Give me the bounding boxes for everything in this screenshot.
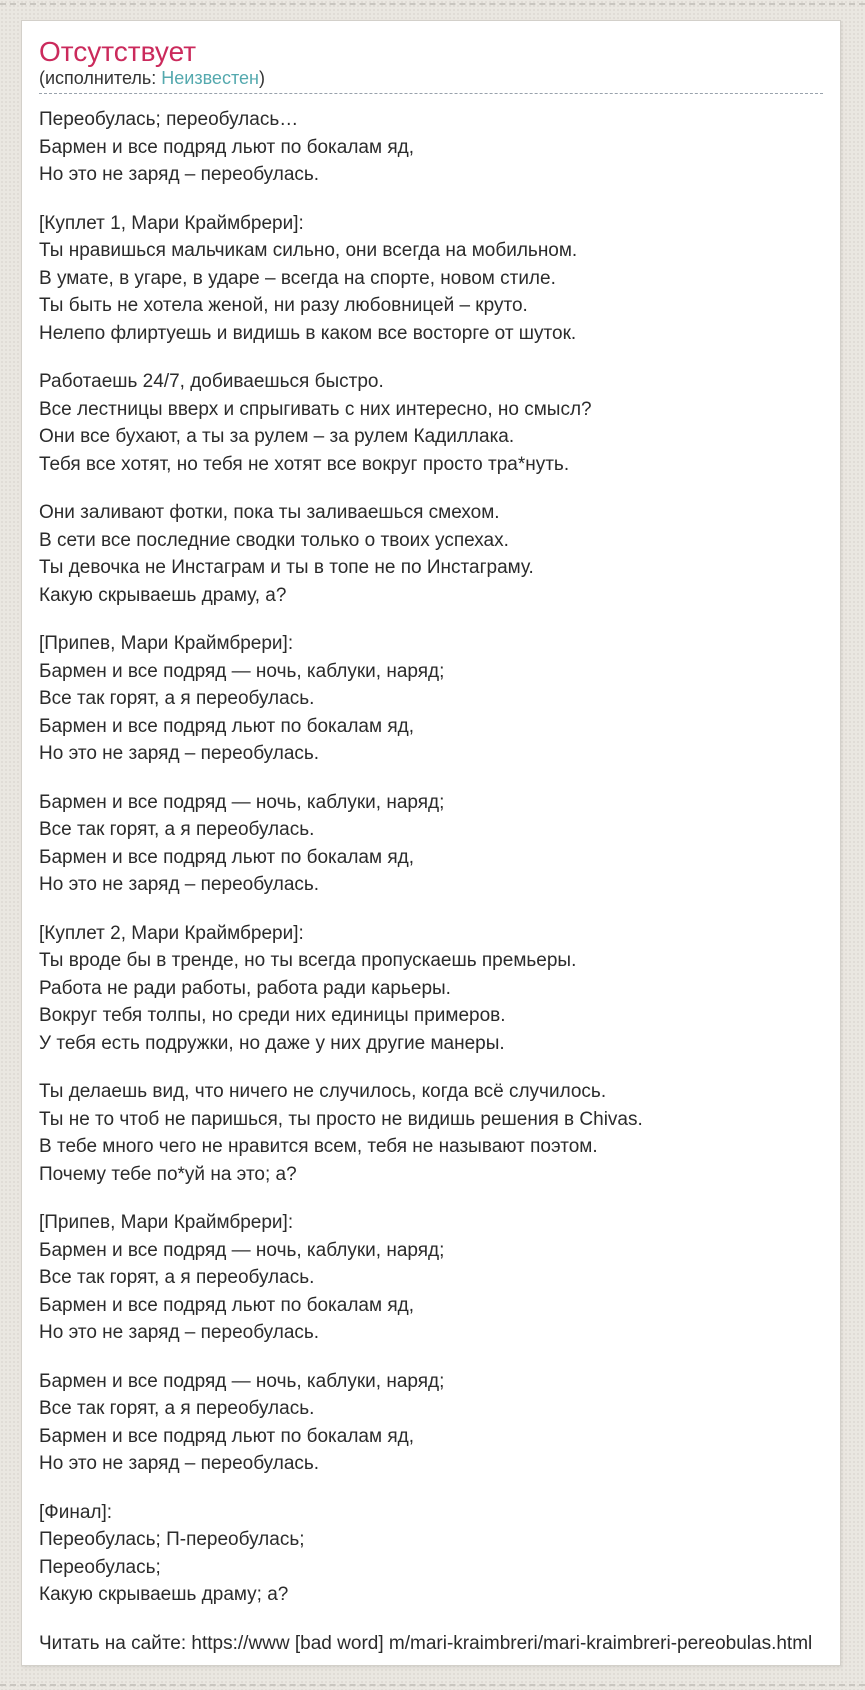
lyric-line: Бармен и все подряд — ночь, каблуки, наряд; (39, 660, 445, 682)
lyric-line: В сети все последние сводки только о твоих успехах. (39, 529, 509, 551)
lyric-line: Ты не то чтоб не паришься, ты просто не видишь решения в Chivas. (39, 1108, 643, 1130)
lyric-line: Ты нравишься мальчикам сильно, они всегда на мобильном. (39, 240, 578, 261)
lyric-line: Но это не заряд – переобулась. (39, 1453, 320, 1474)
stanza (39, 106, 823, 189)
lyric-line: Ты быть не хотела женой, ни разу любовницей – круто. (39, 295, 528, 316)
lyric-line: Они заливают фотки, пока ты заливаешься смехом. (39, 502, 500, 523)
lyric-line: Ты вроде бы в тренде, но ты всегда пропускаешь премьеры. (39, 950, 577, 971)
lyric-line: Бармен и все подряд льют по бокалам яд, (39, 715, 414, 737)
lyric-line: Ты делаешь вид, что ничего не случилось, когда всё случилось. (39, 1081, 607, 1102)
stanza (39, 789, 823, 899)
lyric-line: Бармен и все подряд льют по бокалам яд, (39, 846, 414, 868)
lyric-line: Переобулась; (39, 1556, 161, 1578)
lyric-line: Вокруг тебя толпы, но среди них единицы примеров. (39, 1005, 506, 1026)
lyric-line: В умате, в угаре, в ударе – всегда на спорте, новом стиле. (39, 267, 556, 289)
top-dashed-border (0, 3, 865, 5)
lyric-line: [Куплет 2, Мари Краймбрери]: (39, 922, 304, 944)
artist-label: (исполнитель: (39, 68, 162, 88)
lyric-line: Нелепо флиртуешь и видишь в каком все восторге от шуток. (39, 322, 577, 344)
artist-link[interactable]: Неизвестен (161, 68, 259, 88)
artist-label-suffix: ) (258, 68, 265, 88)
artist-line (39, 68, 823, 94)
stanza (39, 1368, 823, 1478)
stanza (39, 1499, 823, 1609)
stanza (39, 368, 823, 478)
lyrics-card (21, 20, 841, 1666)
lyric-line: Переобулась; переобулась… (39, 109, 299, 130)
lyric-line: Все так горят, а я переобулась. (39, 1398, 315, 1419)
lyric-line: Бармен и все подряд льют по бокалам яд, (39, 1425, 414, 1447)
lyric-line: [Финал]: (39, 1501, 113, 1523)
lyric-line: [Куплет 1, Мари Краймбрери]: (39, 212, 304, 234)
lyric-line: Работаешь 24/7, добиваешься быстро. (39, 371, 384, 392)
lyric-line: Бармен и все подряд — ночь, каблуки, наряд; (39, 791, 445, 813)
lyric-line: Все так горят, а я переобулась. (39, 688, 315, 709)
stanza (39, 1209, 823, 1347)
stanza (39, 210, 823, 348)
lyric-line: Бармен и все подряд льют по бокалам яд, (39, 1294, 414, 1316)
lyric-line: Ты девочка не Инстаграм и ты в топе не по Инстаграму. (39, 557, 534, 578)
lyric-line: Но это не заряд – переобулась. (39, 874, 320, 895)
lyric-line: Они все бухают, а ты за рулем – за рулем Кадиллака. (39, 426, 515, 447)
lyric-line: Какую скрываешь драму, а? (39, 584, 287, 606)
lyric-line: [Припев, Мари Краймбрери]: (39, 1212, 294, 1233)
lyric-line: Какую скрываешь драму; а? (39, 1584, 289, 1605)
stanza (39, 1078, 823, 1188)
lyric-line: Все так горят, а я переобулась. (39, 819, 315, 840)
lyric-line: Переобулась; П-переобулась; (39, 1529, 305, 1550)
lyric-line: Все так горят, а я переобулась. (39, 1267, 315, 1288)
stanza (39, 920, 823, 1058)
source-url-line: Читать на сайте: https://www [bad word] m/mari-kraimbreri/mari-kraimbreri-pereobulas.html (39, 1632, 813, 1654)
lyric-line: Бармен и все подряд льют по бокалам яд, (39, 136, 414, 158)
bottom-dashed-border (0, 1684, 865, 1686)
lyric-line: [Припев, Мари Краймбрери]: (39, 633, 294, 654)
lyric-line: Бармен и все подряд — ночь, каблуки, наряд; (39, 1370, 445, 1392)
lyric-line: Все лестницы вверх и спрыгивать с них интересно, но смысл? (39, 398, 592, 420)
lyric-line: В тебе много чего не нравится всем, тебя не называют поэтом. (39, 1136, 598, 1157)
lyric-line: Почему тебе по*уй на это; а? (39, 1163, 297, 1185)
lyric-line: У тебя есть подружки, но даже у них другие манеры. (39, 1032, 505, 1054)
lyric-line: Работа не ради работы, работа ради карьеры. (39, 977, 451, 999)
page-title: Отсутствует (39, 36, 197, 67)
stanza (39, 630, 823, 768)
lyric-line: Бармен и все подряд — ночь, каблуки, наряд; (39, 1239, 445, 1261)
lyric-line: Но это не заряд – переобулась. (39, 743, 320, 764)
lyric-line: Но это не заряд – переобулась. (39, 164, 320, 185)
lyric-line: Тебя все хотят, но тебя не хотят все вокруг просто тра*нуть. (39, 453, 570, 475)
lyric-line: Но это не заряд – переобулась. (39, 1322, 320, 1343)
stanza (39, 499, 823, 609)
header (39, 36, 823, 94)
lyrics (39, 106, 823, 1609)
